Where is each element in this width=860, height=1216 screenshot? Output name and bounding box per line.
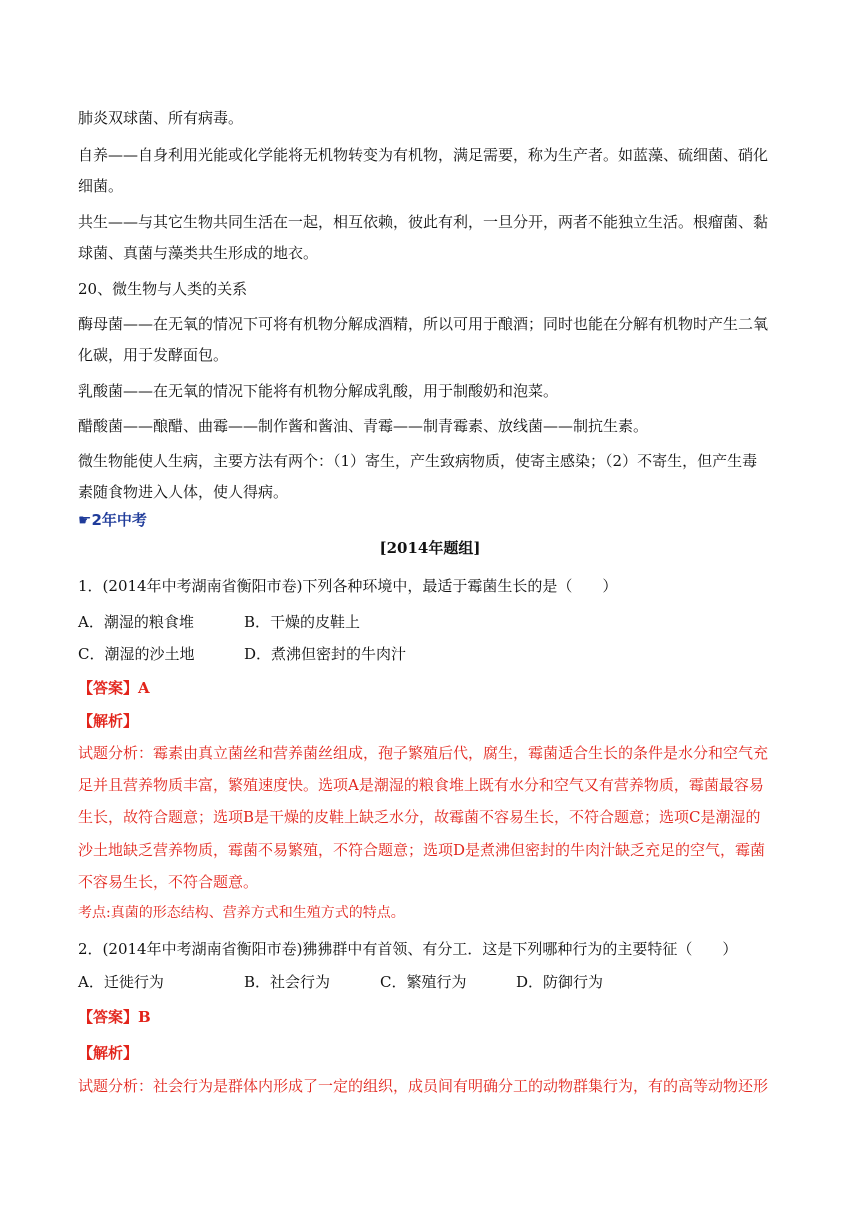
paragraph-text: 微生物能使人生病，主要方法有两个：（1）寄生，产生致病物质，使寄主感染；（2）不寄生，但产生毒 — [78, 452, 758, 470]
option-b: B．干燥的皮鞋上 — [244, 613, 361, 631]
analysis-text: 生长，故符合题意；选项B是干燥的皮鞋上缺乏水分，故霉菌不容易生长，不符合题意；选项C是潮湿的 — [78, 808, 761, 826]
question-stem: 1．(2014年中考湖南省衡阳市卷)下列各种环境中，最适于霉菌生长的是（ ） — [78, 577, 618, 595]
section-number-heading: 20、微生物与人类的关系 — [78, 280, 248, 298]
paragraph-text: 自养——自身利用光能或化学能将无机物转变为有机物，满足需要，称为生产者。如蓝藻、硫细菌、硝化 — [78, 146, 769, 164]
paragraph-text: 球菌、真菌与藻类共生形成的地衣。 — [78, 244, 319, 262]
paragraph-text: 酶母菌——在无氧的情况下可将有机物分解成酒精，所以可用于酿酒；同时也能在分解有机物时产生二氧 — [78, 315, 769, 333]
paragraph-text: 肺炎双球菌、所有病毒。 — [78, 109, 244, 127]
option-d: D．煮沸但密封的牛肉汁 — [244, 645, 407, 663]
analysis-text: 足并且营养物质丰富，繁殖速度快。选项A是潮湿的粮食堆上既有水分和空气又有营养物质，霉菌最容易 — [78, 776, 764, 794]
option-a: A．潮湿的粮食堆 — [78, 613, 194, 631]
kaodian-text: 考点:真菌的形态结构、营养方式和生殖方式的特点。 — [78, 905, 405, 921]
option-d: D．防御行为 — [516, 973, 604, 991]
analysis-text: 沙土地缺乏营养物质，霉菌不易繁殖，不符合题意；选项D是煮沸但密封的牛肉汁缺乏充足的空气，霉菌 — [78, 841, 766, 859]
analysis-text: 试题分析：霉素由真立菌丝和营养菌丝组成，孢子繁殖后代，腐生，霉菌适合生长的条件是水分和空气充 — [78, 744, 769, 762]
section-heading: ☛2年中考 — [78, 511, 147, 529]
analysis-label: 【解析】 — [78, 712, 139, 730]
paragraph-text: 细菌。 — [78, 177, 124, 195]
option-a: A．迁徙行为 — [78, 973, 164, 991]
answer-label: 【答案】A — [78, 679, 150, 697]
question-stem: 2．(2014年中考湖南省衡阳市卷)狒狒群中有首领、有分工．这是下列哪种行为的主要特征（ ） — [78, 940, 738, 958]
paragraph-text: 共生——与其它生物共同生活在一起，相互依赖，彼此有利，一旦分开，两者不能独立生活。根瘤菌、黏 — [78, 213, 769, 231]
group-title: [2014年题组] — [379, 539, 481, 557]
paragraph-text: 醋酸菌——酿醋、曲霉——制作酱和酱油、青霉——制青霉素、放线菌——制抗生素。 — [78, 417, 649, 435]
analysis-text: 试题分析：社会行为是群体内形成了一定的组织，成员间有明确分工的动物群集行为，有的高等动物还形 — [78, 1077, 769, 1095]
paragraph-text: 化碳，用于发酵面包。 — [78, 346, 229, 364]
paragraph-text: 乳酸菌——在无氧的情况下能将有机物分解成乳酸，用于制酸奶和泡菜。 — [78, 382, 559, 400]
option-b: B．社会行为 — [244, 973, 331, 991]
analysis-text: 不容易生长，不符合题意。 — [78, 873, 259, 891]
option-c: C．繁殖行为 — [380, 973, 467, 991]
paragraph-text: 素随食物进入人体，使人得病。 — [78, 483, 289, 501]
analysis-label: 【解析】 — [78, 1044, 139, 1062]
answer-label: 【答案】B — [78, 1008, 151, 1026]
option-c: C．潮湿的沙土地 — [78, 645, 195, 663]
